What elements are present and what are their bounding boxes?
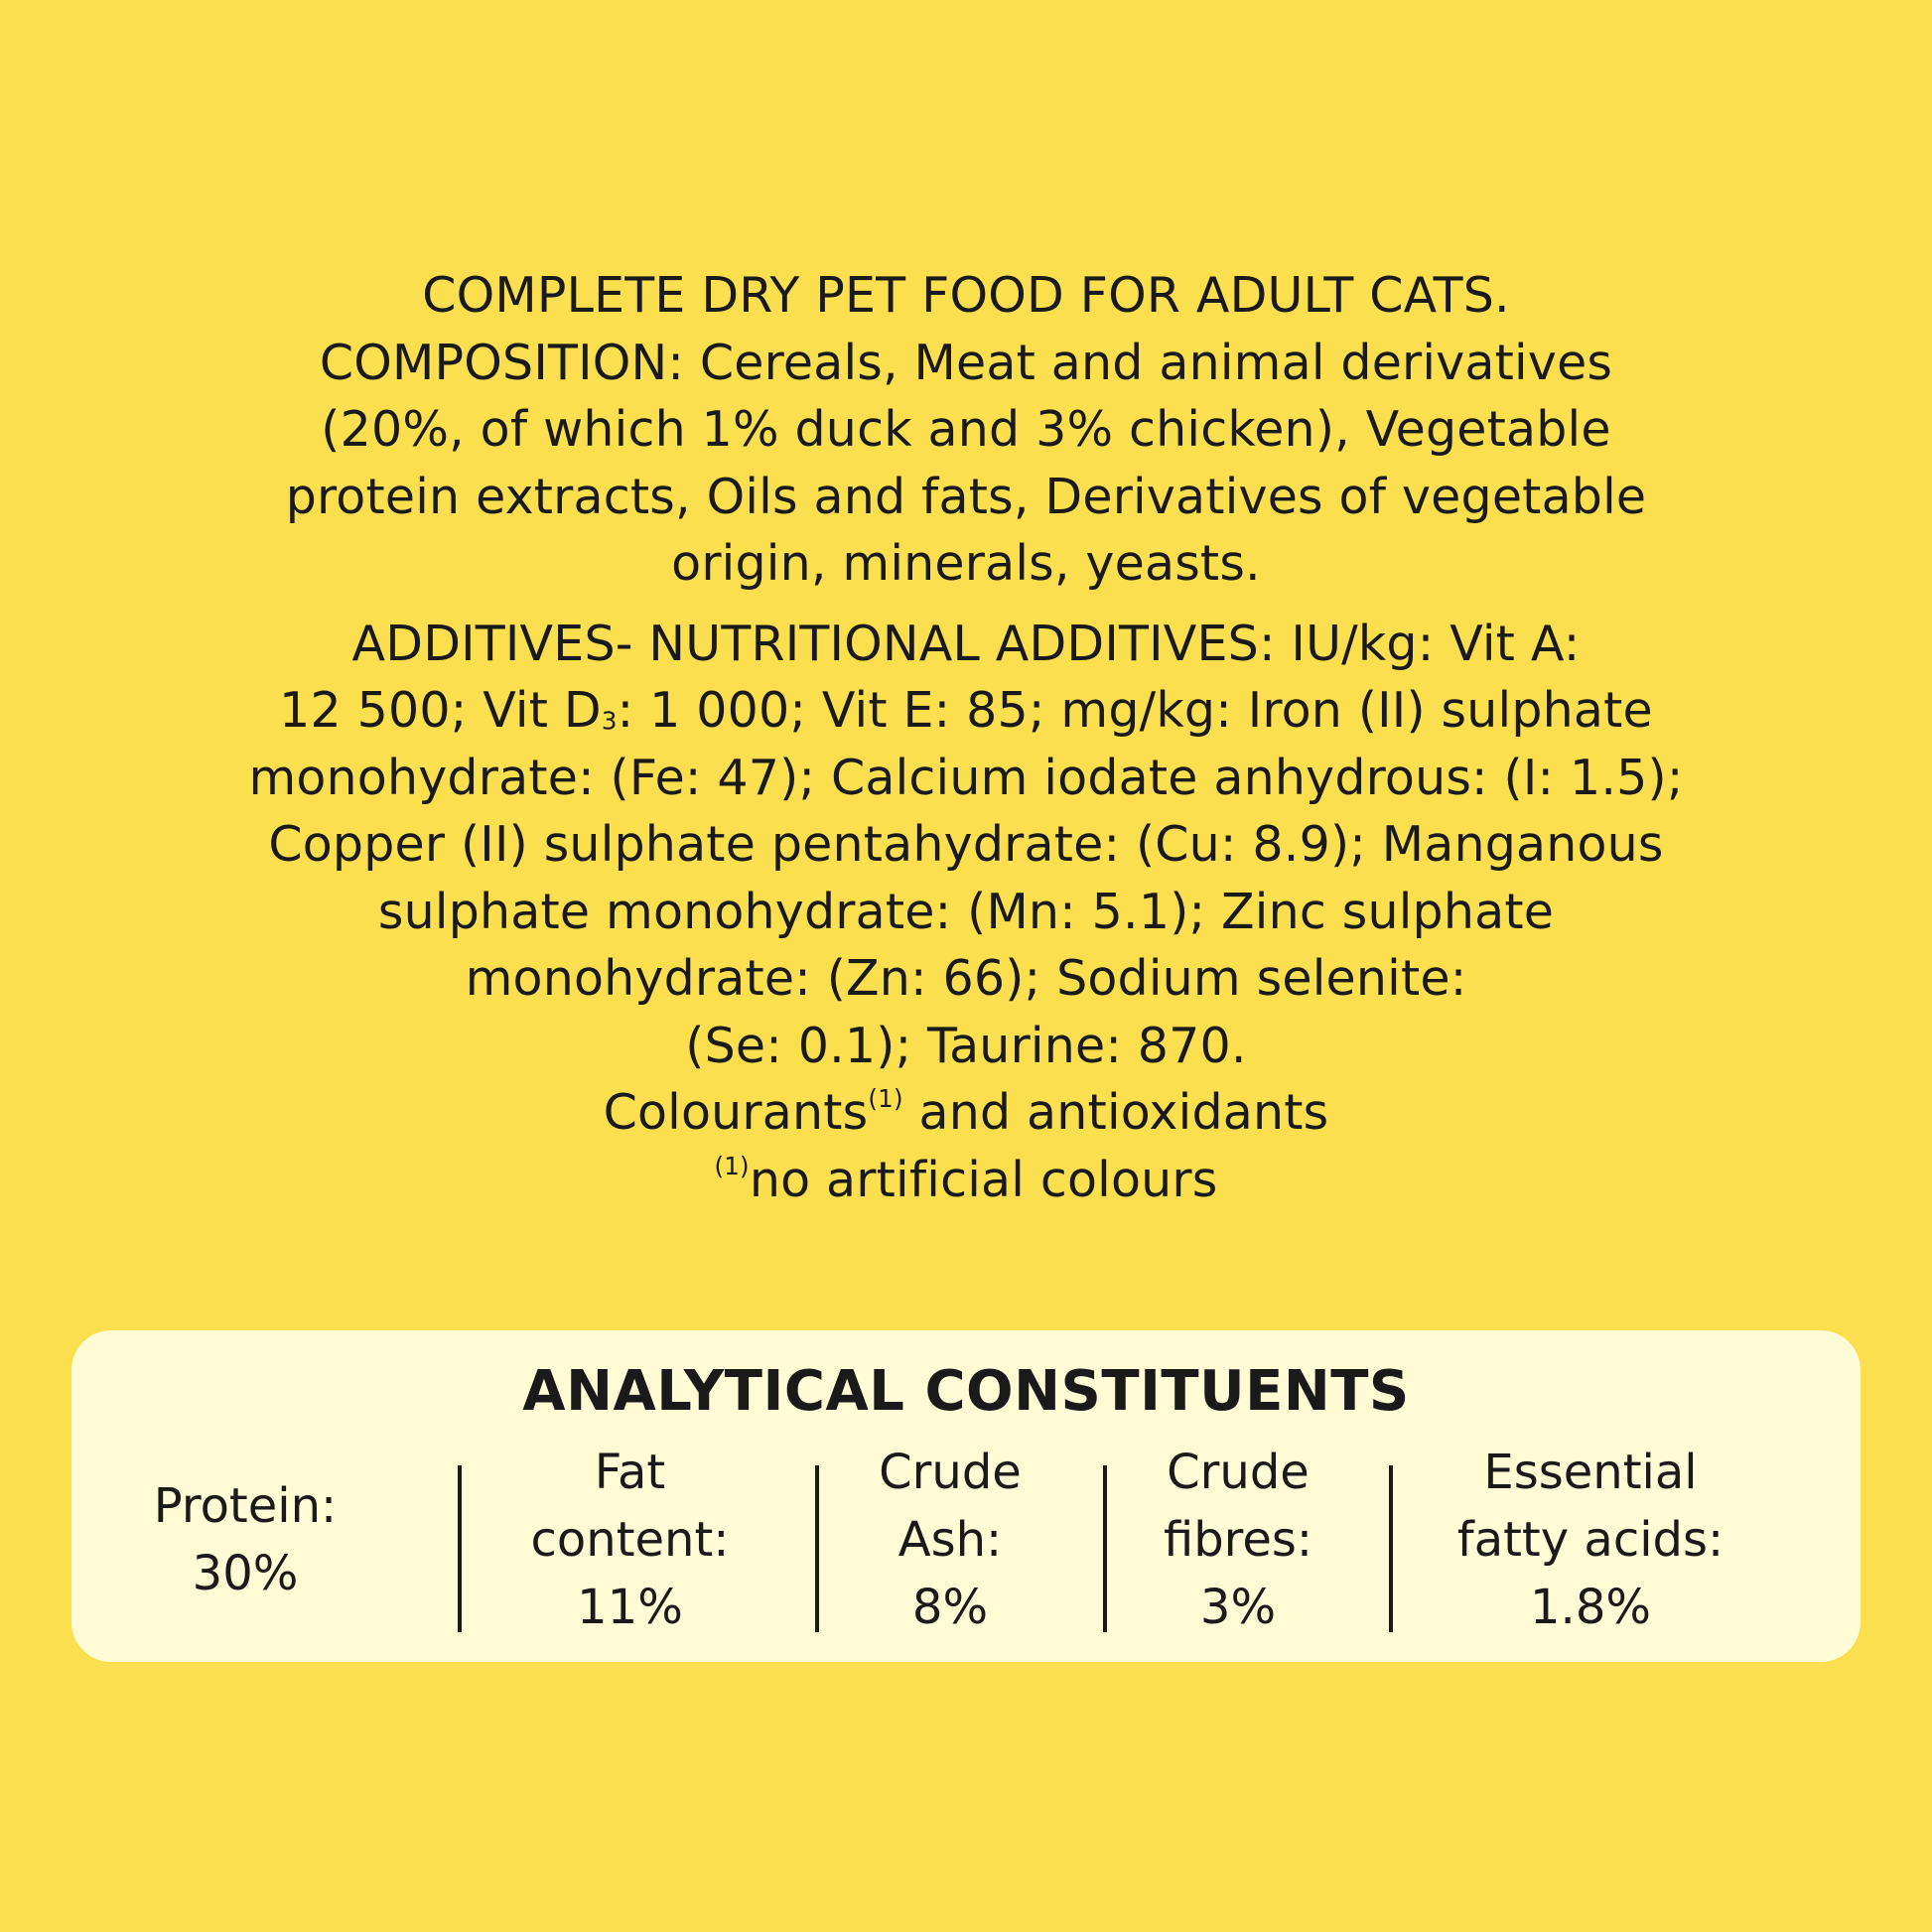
constituent-label: fatty acids: (1456, 1512, 1725, 1568)
column-divider (1103, 1465, 1107, 1632)
additives-text: 12 500; Vit D (279, 682, 602, 739)
constituent-value: 11% (577, 1580, 683, 1635)
constituent-label: Fat (594, 1445, 666, 1500)
additives-line: monohydrate: (Zn: 66); Sodium selenite: (465, 950, 1467, 1007)
footnote-marker: (1) (868, 1083, 903, 1113)
footnote-text: no artificial colours (749, 1151, 1218, 1208)
constituent-value: 30% (192, 1546, 299, 1601)
composition-line: (20%, of which 1% duck and 3% chicken), Vegetable (321, 401, 1611, 458)
colourants-text: Colourants (603, 1084, 869, 1141)
antioxidants-text: and antioxidants (902, 1084, 1329, 1141)
additives-line (109, 677, 1823, 745)
colourants-line (109, 1079, 1823, 1147)
constituent-label: Crude (1167, 1445, 1310, 1500)
additives-line: (Se: 0.1); Taurine: 870. (685, 1017, 1247, 1074)
constituents-row (131, 1438, 1819, 1642)
composition-text (109, 262, 1823, 1213)
constituent-fibres (1134, 1438, 1342, 1642)
additives-paragraph (109, 611, 1823, 1214)
column-divider (815, 1465, 819, 1632)
column-divider (458, 1465, 462, 1632)
footnote-marker: (1) (714, 1151, 750, 1180)
additives-line: sulphate monohydrate: (Mn: 5.1); Zinc sulphate (377, 883, 1555, 940)
constituent-ash (846, 1438, 1054, 1642)
composition-paragraph (109, 262, 1823, 598)
column-divider (1389, 1465, 1393, 1632)
analytical-constituents-box (71, 1330, 1861, 1662)
additives-text: : 1 000; Vit E: 85; mg/kg: Iron (II) sulphate (617, 682, 1653, 739)
constituent-protein (131, 1438, 359, 1642)
constituent-fatty-acids (1422, 1438, 1759, 1642)
product-description: COMPLETE DRY PET FOOD FOR ADULT CATS. (422, 267, 1510, 324)
constituent-label: fibres: (1163, 1512, 1313, 1568)
composition-line: origin, minerals, yeasts. (671, 535, 1261, 592)
constituent-value: 8% (911, 1580, 989, 1635)
composition-line: COMPOSITION: Cereals, Meat and animal derivatives (319, 334, 1613, 391)
subscript: 3 (601, 706, 618, 736)
constituent-label: Protein: (153, 1478, 338, 1534)
constituent-fat (488, 1438, 771, 1642)
composition-line: protein extracts, Oils and fats, Derivatives of vegetable (285, 468, 1647, 525)
additives-line: ADDITIVES- NUTRITIONAL ADDITIVES: IU/kg: Vit A: (351, 615, 1581, 672)
additives-line: Copper (II) sulphate pentahydrate: (Cu: 8.9); Manganous (268, 816, 1664, 873)
constituent-label: Crude (879, 1445, 1022, 1500)
footnote-line (109, 1147, 1823, 1214)
additives-line: monohydrate: (Fe: 47); Calcium iodate anhydrous: (I: 1.5); (248, 749, 1684, 806)
constituent-value: 3% (1199, 1580, 1277, 1635)
constituent-label: Essential (1483, 1445, 1698, 1500)
constituent-value: 1.8% (1530, 1580, 1651, 1635)
constituent-label: content: (530, 1512, 730, 1568)
analytical-title: ANALYTICAL CONSTITUENTS (522, 1359, 1410, 1424)
constituent-label: Ash: (897, 1512, 1003, 1568)
